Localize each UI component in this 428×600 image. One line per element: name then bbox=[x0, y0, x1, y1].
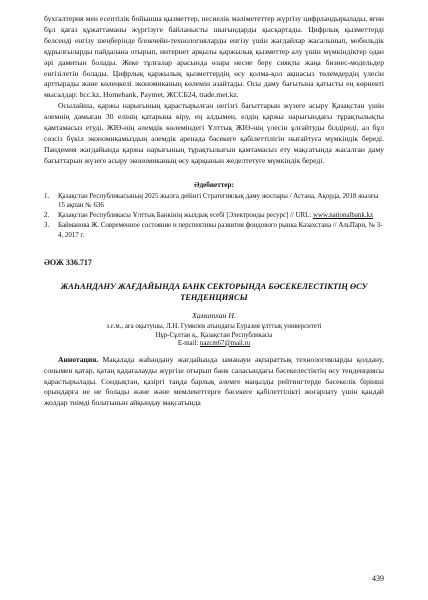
body-paragraph-1: бухгалтерия мен есептілік бойынша қызметтер, несиелік мәлімететтер жүргізу цифрландырылады, яғни бұл қағаз құжаттаманы жүргізуге байланысты шығындарды қысқартады. Цифрлық қызметтерді белсенді енгізу шеңберінде блокчейн-технологияларды енгізу үшін жағдайлар жасалынып, мобильдік құрылғыларды пайдалана отырып, интернет арқылы қаржылық қызметтер алу үшін мүмкіндіктер одан әрі дамитын болады. Жеке тұлғалар арасында өзара несие беру сияқты жаңа бизнес-модельдер енгізілетін болады. Цифрлық қаржылық қызметтердің өсу қолма-қол ақшасыз төлемдердің үлесін арттырады және көлеңкелі экономиканың көлемін азайтады. Осы даму бағытына қатысты ең көрнекті мысалдар: bcc.kz, Homebank, Paymet, ЖССБ24, trade.met.kz. bbox=[44, 14, 384, 100]
email-label: E-mail: bbox=[177, 339, 200, 347]
email-link[interactable]: nazcm67@mail.ru bbox=[199, 339, 251, 347]
references-list bbox=[44, 192, 384, 240]
page-number: 439 bbox=[372, 574, 384, 583]
reference-link[interactable]: www.nationalbank.kz bbox=[313, 212, 374, 220]
author-email-line bbox=[44, 340, 384, 347]
author-affiliation: э.ғ.м., аға оқытушы, Л.Н. Гумилев атындағы Еуразия ұлттық университеті bbox=[106, 322, 322, 330]
udc-code: ӘОЖ 336.717 bbox=[44, 257, 92, 267]
page-content bbox=[44, 14, 384, 409]
reference-item bbox=[44, 192, 384, 210]
article-title: ЖАҺАНДАНУ ЖАҒДАЙЫНДА БАНК СЕКТОРЫНДА БӘСЕКЕЛЕСТІКТІҢ ӨСУ ТЕНДЕНЦИЯСЫ bbox=[60, 281, 368, 302]
abstract bbox=[44, 355, 384, 410]
abstract-text: Мақалада жаһандану жағдайында заманауи ақпараттық технологияларды қолдану, сонымен қатар, қатаң қадағалауды жүргізе отырып банк саласындағы бәсекелестіктің өсу тенденциясы қарастырылады. Сондықтан, қазіргі таңда барлық әлемге маңызды рейтингтерде бәсекелік бірінші орындарға ие не болады және және мемлекеттерге бәсекеге қабілеттілікті жоғарлату үшін қандай жолдар тиімді болатынын айқындау мақсатында bbox=[44, 354, 384, 408]
author-city: Нұр-Сұлтан қ., Қазақстан Республикасы bbox=[155, 331, 273, 339]
reference-text: Қазақстан Республикасының 2025 жылға дейінгі Стратегиялық даму жоспары / Астана, Ақорда, 2018 жылғы 15 ақпан № 636 bbox=[58, 192, 379, 209]
reference-item bbox=[44, 211, 384, 220]
reference-text: Байманова Ж. Современное состояние и перспективы развития фондового рынка Казахстана // АльПари, № 3-4, 2017 г. bbox=[58, 222, 383, 239]
reference-number: 1. bbox=[44, 192, 50, 200]
reference-text: Қазақстан Республикасы Ұлттық Банкінің жылдық есебі [Электронды ресурс] // URL: bbox=[58, 212, 313, 220]
abstract-label: Аннотация. bbox=[58, 354, 99, 364]
references-heading: Әдебиеттер: bbox=[194, 180, 234, 189]
author-name: Хамитхан Н. bbox=[192, 310, 236, 320]
reference-number: 3. bbox=[44, 222, 50, 230]
body-paragraph-2: Осылайша, қаржы нарығының қарастырылған негізгі бағыттарын жүзеге асыру Қазақстан үшін әлемнің дамыған 30 елінің қатарына кіру, ең алдымен, елдің қаржы нарығындағы тұрақтылықты қамтамасыз етуді, ЖІӨ-нің әлемдік көлеміндегі Ұлттық ЖІӨ-нің үлесін ұлғайтуды білдіреді, ал бұл сөзсіз бүкіл экономикамыздың әлемдік аренада бәсекеге қабілеттілігін нығайтуға мүмкіндік береді. Пандемия жағдайында қаржы нарығының тұрақтылығын қамтамасыз ету мақсатында жасалған даму бағыттарын жүзеге асыру экономиканың өсу қарқынын жеделтетуге мүмкіндік береді. bbox=[44, 101, 384, 165]
reference-text-wrap bbox=[58, 211, 384, 220]
reference-number: 2. bbox=[44, 212, 50, 220]
reference-item bbox=[44, 221, 384, 239]
